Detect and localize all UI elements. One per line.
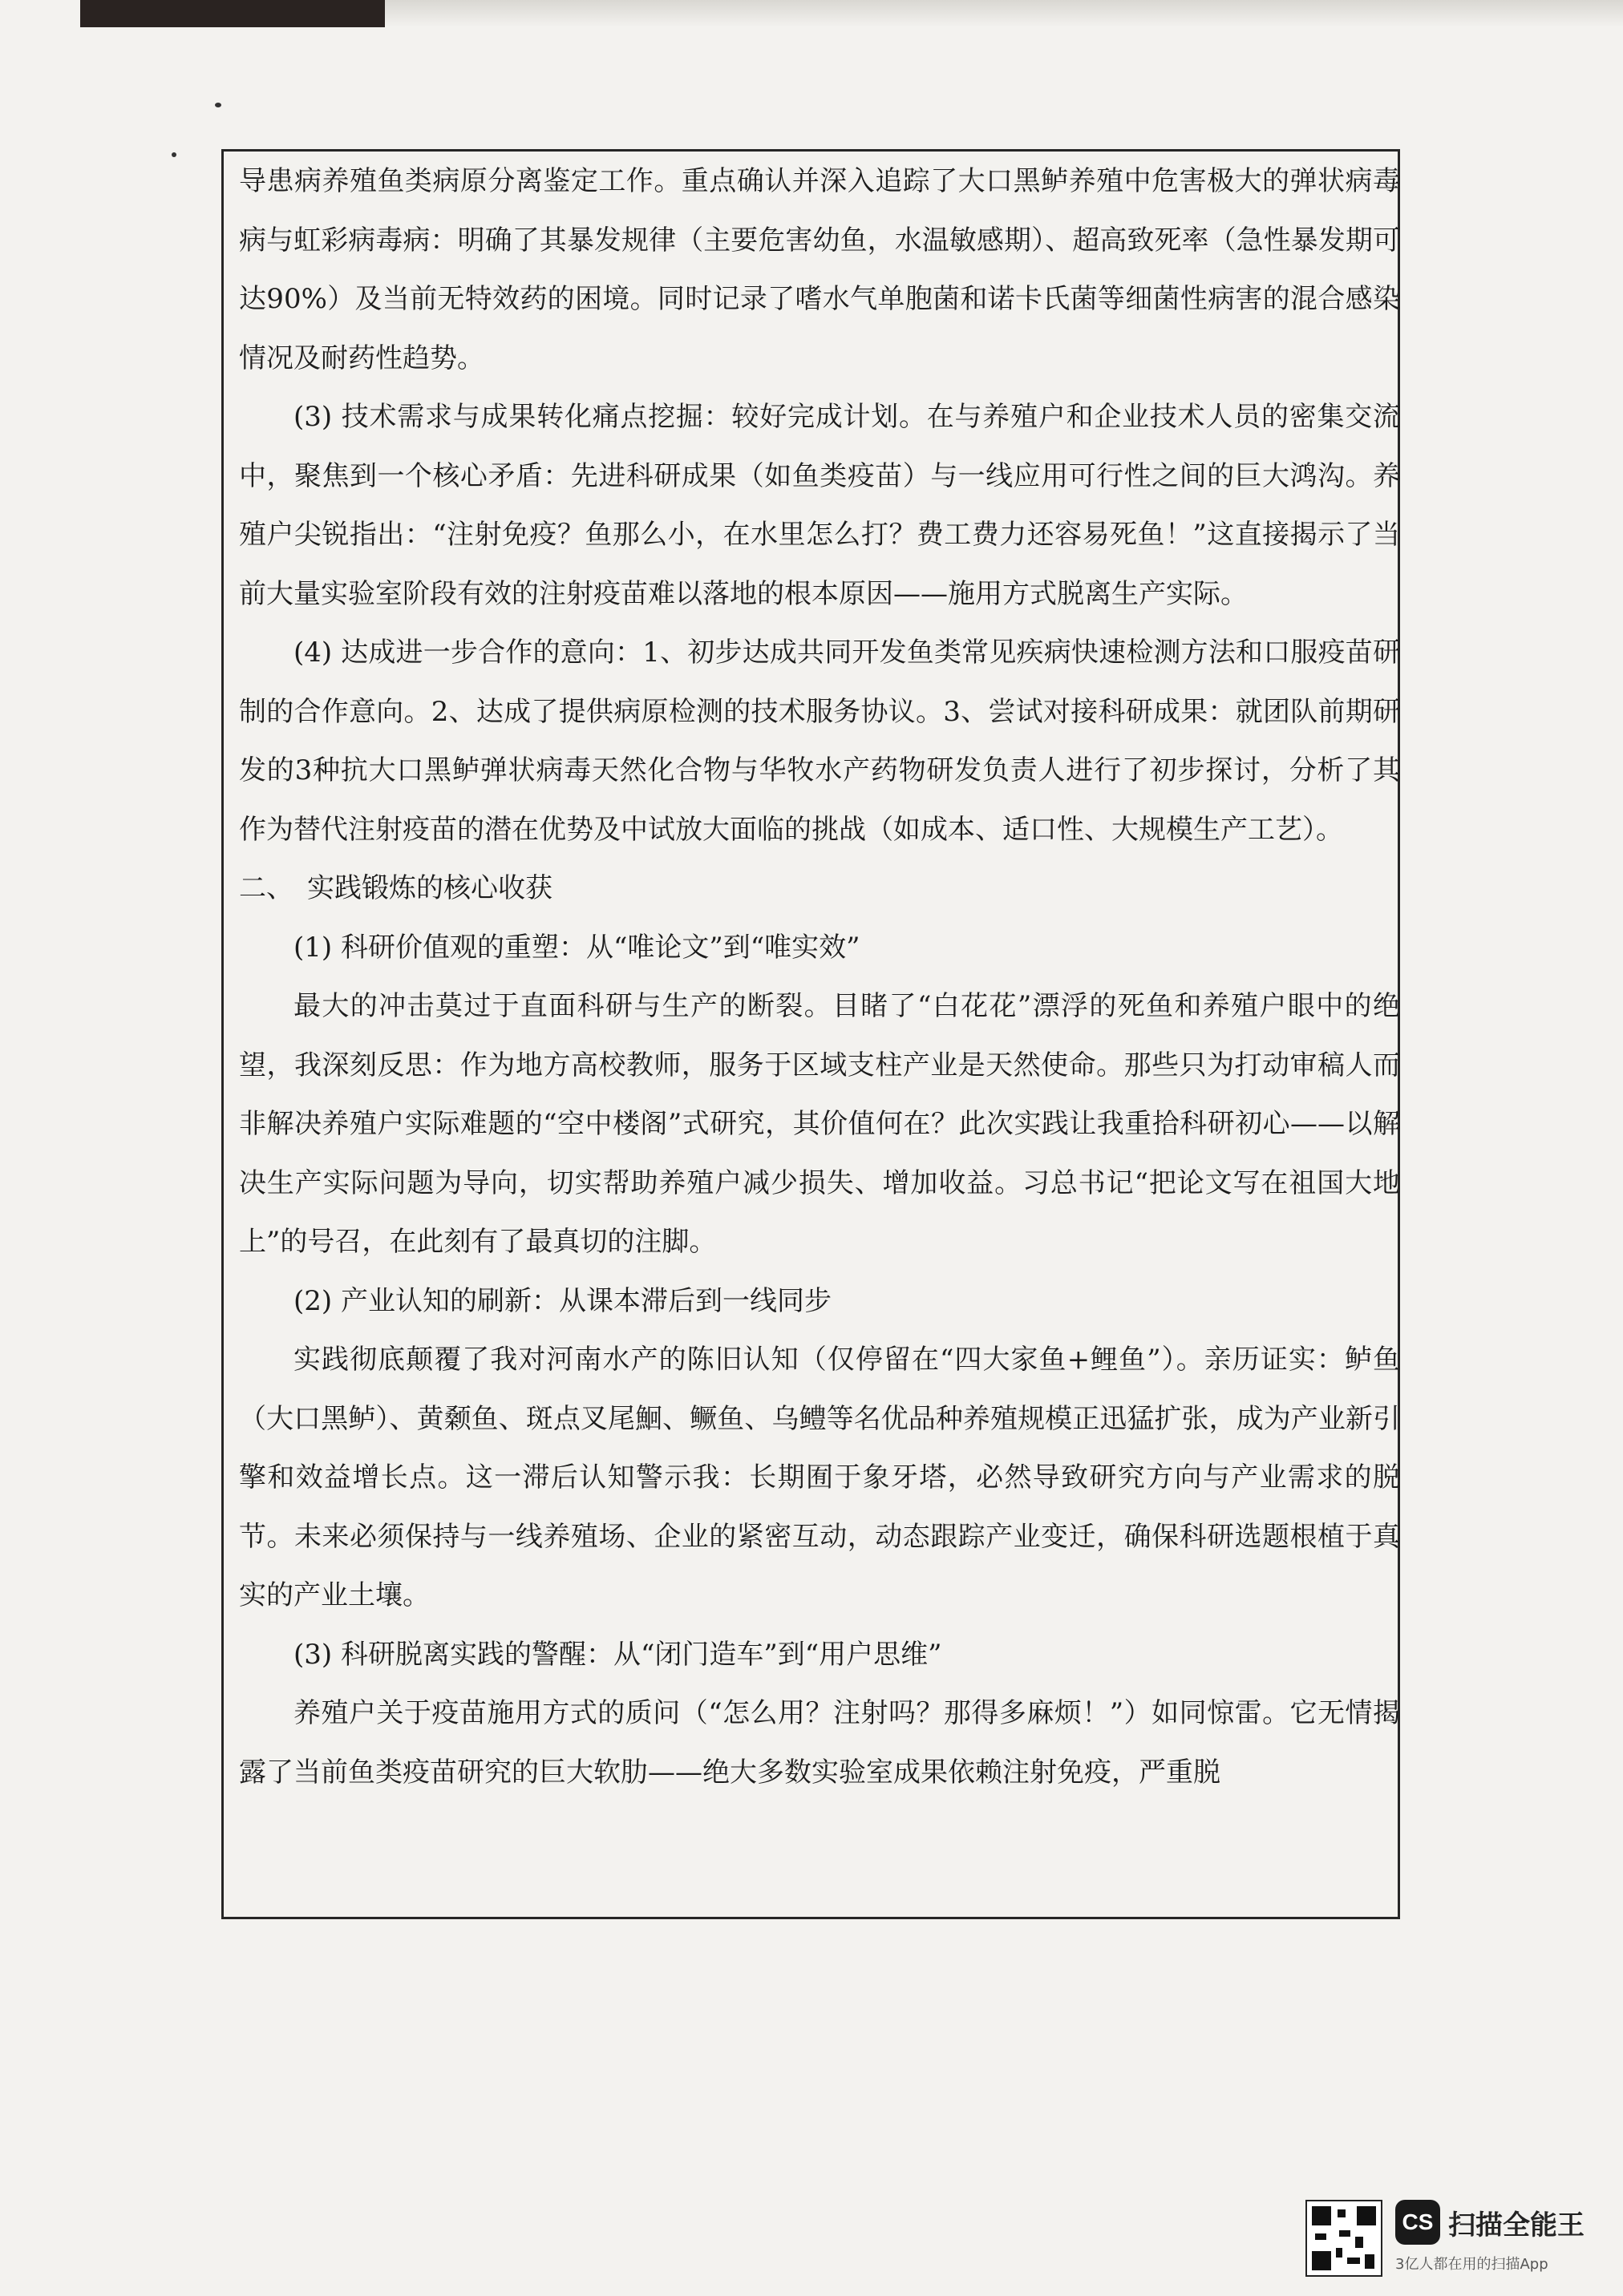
document-body <box>239 152 1400 1802</box>
paragraph-cooperation: (4) 达成进一步合作的意向：1、初步达成共同开发鱼类常见疾病快速检测方法和口服疫苗研制的合作意向。2、达成了提供病原检测的技术服务协议。3、尝试对接科研成果：就团队前期研发的3种抗大口黑鲈弹状病毒天然化合物与华牧水产药物研发负责人进行了初步探讨，分析了其作为替代注射疫苗的潜在优势及中试放大面临的挑战（如成本、适口性、大规模生产工艺）。 <box>239 637 1400 846</box>
subheading-industry-cognition: (2) 产业认知的刷新：从课本滞后到一线同步 <box>293 1284 832 1317</box>
paragraph-tech-needs: (3) 技术需求与成果转化痛点挖掘：较好完成计划。在与养殖户和企业技术人员的密集交流中，聚焦到一个核心矛盾：先进科研成果（如鱼类疫苗）与一线应用可行性之间的巨大鸿沟。养殖户尖锐指出：“注射免疫？鱼那么小，在水里怎么打？费工费力还容易死鱼！”这直接揭示了当前大量实验室阶段有效的注射疫苗难以落地的根本原因——施用方式脱离生产实际。 <box>239 401 1400 610</box>
watermark-tagline: 3亿人都在用的扫描App <box>1395 2256 1548 2273</box>
paragraph-pathogen-identification: 导患病养殖鱼类病原分离鉴定工作。重点确认并深入追踪了大口黑鲈养殖中危害极大的弹状病毒病与虹彩病毒病：明确了其暴发规律（主要危害幼鱼，水温敏感期）、超高致死率（急性暴发期可达90%）及当前无特效药的困境。同时记录了嗜水气单胞菌和诺卡氏菌等细菌性病害的混合感染情况及耐药性趋势。 <box>239 165 1400 374</box>
watermark-app-name: 扫描全能王 <box>1448 2209 1585 2241</box>
subheading-research-values: (1) 科研价值观的重塑：从“唯论文”到“唯实效” <box>293 931 860 964</box>
paragraph-industry-cognition: 实践彻底颠覆了我对河南水产的陈旧认知（仅停留在“四大家鱼+鲤鱼”）。亲历证实：鲈鱼（大口黑鲈）、黄颡鱼、斑点叉尾鮰、鳜鱼、乌鳢等名优品种养殖规模正迅猛扩张，成为产业新引擎和效益增长点。这一滞后认知警示我：长期囿于象牙塔，必然导致研究方向与产业需求的脱节。未来必须保持与一线养殖场、企业的紧密互动，动态跟踪产业变迁，确保科研选题根植于真实的产业土壤。 <box>239 1344 1400 1611</box>
scan-dark-corner <box>80 0 385 27</box>
subheading-practice-warning: (3) 科研脱离实践的警醒：从“闭门造车”到“用户思维” <box>293 1638 942 1671</box>
section-heading-core-gains: 二、 实践锻炼的核心收获 <box>239 872 552 904</box>
scan-top-edge <box>80 0 1623 27</box>
qr-code-icon <box>1305 2200 1382 2277</box>
scan-speck <box>172 152 176 157</box>
scan-speck <box>215 103 221 107</box>
scanner-watermark <box>1305 2200 1610 2283</box>
paragraph-research-values: 最大的冲击莫过于直面科研与生产的断裂。目睹了“白花花”漂浮的死鱼和养殖户眼中的绝望，我深刻反思：作为地方高校教师，服务于区域支柱产业是天然使命。那些只为打动审稿人而非解决养殖户实际难题的“空中楼阁”式研究，其价值何在？此次实践让我重拾科研初心——以解决生产实际问题为导向，切实帮助养殖户减少损失、增加收益。习总书记“把论文写在祖国大地上”的号召，在此刻有了最真切的注脚。 <box>239 990 1400 1258</box>
camscanner-logo-icon: CS <box>1395 2200 1440 2245</box>
paragraph-practice-warning: 养殖户关于疫苗施用方式的质问（“怎么用？注射吗？那得多麻烦！”）如同惊雷。它无情揭露了当前鱼类疫苗研究的巨大软肋——绝大多数实验室成果依赖注射免疫，严重脱 <box>239 1697 1400 1789</box>
